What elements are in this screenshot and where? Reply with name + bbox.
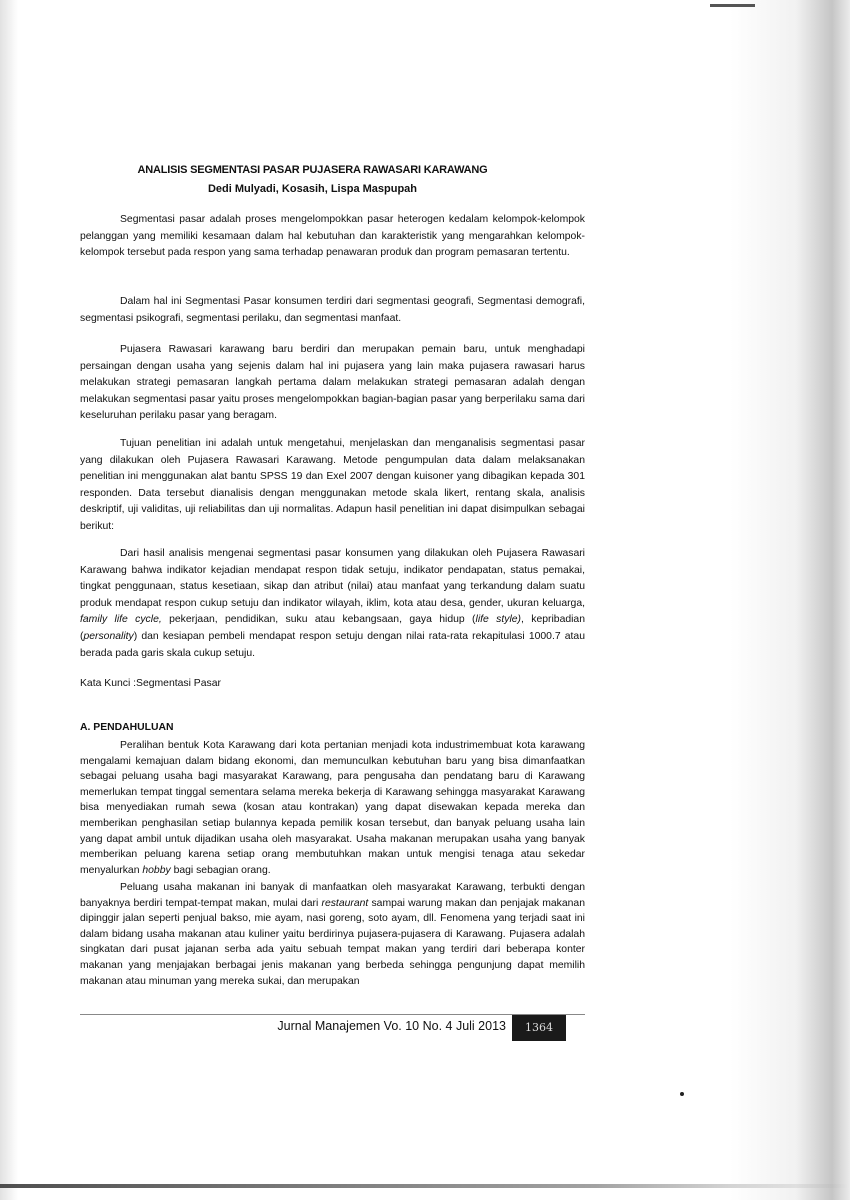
scan-top-mark — [710, 4, 755, 7]
paper-title: ANALISIS SEGMENTASI PASAR PUJASERA RAWASARI KARAWANG — [137, 164, 488, 176]
scan-speck — [680, 1092, 684, 1096]
section-paragraph-2 — [80, 880, 585, 989]
abstract-p5-text-c: , kepribadian ( — [80, 614, 585, 642]
section-p1-hobby: hobby — [142, 864, 171, 876]
scan-right-edge — [730, 0, 850, 1200]
abstract-p5-text-a: Dari hasil analisis mengenai segmentasi pasar konsumen yang dilakukan oleh Pujasera Rawasari Karawang bahwa indikator kejadian mendapat respon tidak setuju, indikator pendapatan, status pemakai, tingkat penggunaan, status kesetiaan, sikap dan atribut (nilai) atau manfaat yang terkandung dalam suatu produk mendapat respon cukup setuju dan indikator wilayah, iklim, kota atau desa, gender, ukuran keluarga, — [80, 548, 585, 609]
footer-rule — [80, 1014, 585, 1015]
footer-journal-name: Jurnal Manajemen Vo. 10 No. 4 Juli 2013 — [277, 1019, 506, 1033]
section-p2-text-b: sampai warung makan dan penjajak makanan dipinggir jalan seperti penjual bakso, mie ayam, nasi goreng, soto ayam, dll. Fenomena yang terjadi saat ini dalam bidang usaha makanan atau kuliner yaitu berdirinya pujasera-pujasera di Karawang. Pujasera adalah singkatan dari pusat jajanan serba ada yaitu sebuah tempat makan yang terdiri dari beberapa konter makanan yang menjajakan berbagai jenis makanan yang berbeda sehingga pengunjung dapat memilih makanan atau minuman yang mereka sukai, dan merupakan — [80, 897, 585, 987]
abstract-paragraph-2: Dalam hal ini Segmentasi Pasar konsumen terdiri dari segmentasi geografi, Segmentasi demografi, segmentasi psikografi, segmentasi perilaku, dan segmentasi manfaat. — [80, 296, 585, 324]
abstract-paragraph-3: Pujasera Rawasari karawang baru berdiri dan merupakan pemain baru, untuk menghadapi persaingan dengan usaha yang sejenis dalam hal ini pujasera yang lain maka pujasera rawasari harus melakukan strategi pemasaran langkah pertama dalam melakukan strategi pemasaran adalah dengan melakukan segmentasi pasar yaitu proses mengelompokkan bagian-bagian pasar yang berperilaku sama dari keseluruhan perilaku pasar yang beragam. — [80, 344, 585, 422]
scan-left-edge — [0, 0, 18, 1200]
section-p1-text-a: Peralihan bentuk Kota Karawang dari kota pertanian menjadi kota industrimembuat kota karawang mengalami kemajuan dalam bidang ekonomi, dan memunculkan kebutuhan baru yang bisa dimanfaatkan sebagai peluang usaha bagi masyarakat Karawang, para pengusaha dan pendatang baru di Karawang memerlukan tempat tinggal sementara selama mereka bekerja di Karawang sehingga masyarakat Karawang bisa menyediakan rumah sewa (kosan atau kontrakan) yang dapat disewakan kepada mereka dan memberikan penghasilan setiap bulannya kepada pemilik kosan tersebut, dan banyak peluang usaha lain yang dapat ambil untuk dijadikan usaha oleh masyarakat. Usaha makanan merupakan usaha yang banyak memberikan peluang karena setiap orang membutuhkan makan untuk mengisi tenaga atau sekedar menyalurkan — [80, 740, 585, 876]
abstract-p5-family-life-cycle: family life cycle, — [80, 614, 162, 626]
scan-bottom-edge — [0, 1184, 850, 1188]
paper-authors: Dedi Mulyadi, Kosasih, Lispa Maspupah — [207, 183, 418, 195]
section-p1-text-b: bagi sebagian orang. — [170, 864, 271, 876]
abstract-paragraph-5 — [80, 546, 585, 662]
section-heading: A. PENDAHULUAN — [80, 722, 174, 733]
page-number: 1364 — [512, 1015, 566, 1041]
abstract-p5-personality: personality — [83, 630, 134, 642]
abstract-p5-life-style: life style) — [475, 614, 521, 626]
section-paragraph-1 — [80, 738, 585, 878]
keywords: Kata Kunci :Segmentasi Pasar — [80, 678, 221, 689]
section-p2-text-a: Peluang usaha makanan ini banyak di manfaatkan oleh masyarakat Karawang, terbukti dengan banyaknya berdiri tempat-tempat makan, mulai dari — [80, 882, 585, 909]
abstract-p5-text-b: pekerjaan, pendidikan, suku atau kebangsaan, gaya hidup ( — [161, 614, 476, 626]
abstract-paragraph-4: Tujuan penelitian ini adalah untuk mengetahui, menjelaskan dan menganalisis segmentasi pasar yang dilakukan oleh Pujasera Rawasari Karawang. Metode pengumpulan data dalam melaksanakan penelitian ini menggunakan alat bantu SPSS 19 dan Exel 2007 dengan kuisoner yang dibagikan kepada 301 responden. Data tersebut dianalisis dengan menggunakan metode skala likert, rentang skala, analisis deskriptif, uji validitas, uji reliabilitas dan uji normalitas. Adapun hasil penelitian ini dapat disimpulkan sebagai berikut: — [80, 438, 585, 532]
abstract-paragraph-1: Segmentasi pasar adalah proses mengelompokkan pasar heterogen kedalam kelompok-kelompok pelanggan yang memiliki kesamaan dalam hal kebutuhan dan karakteristik yang mengarahkan kelompok-kelompok tersebut pada respon yang sama terhadap penawaran produk dan program pemasaran tertentu. — [80, 214, 585, 259]
section-p2-restaurant: restaurant — [321, 897, 369, 909]
abstract-p5-text-d: ) dan kesiapan pembeli mendapat respon setuju dengan nilai rata-rata rekapitulasi 1000.7 atau berada pada garis skala cukup setuju. — [80, 630, 585, 659]
